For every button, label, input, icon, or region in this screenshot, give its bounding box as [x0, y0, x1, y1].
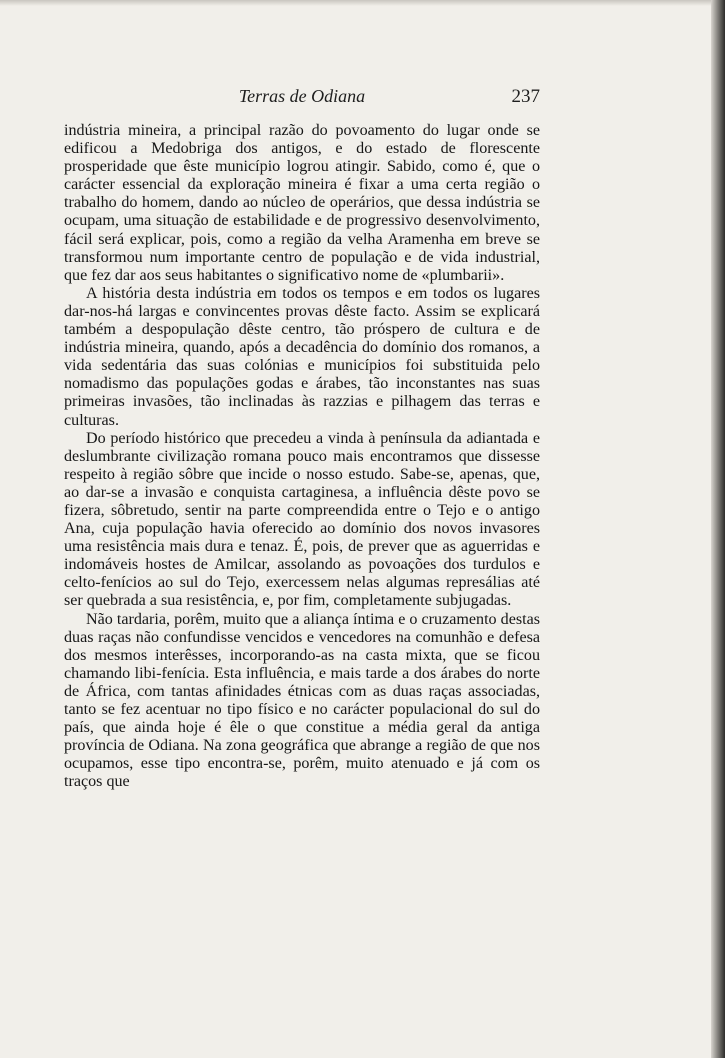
paragraph-1: indústria mineira, a principal razão do povoamento do lugar onde se edificou a Medobriga dos antigos, e do estado de florescente prosperidade que êste município logrou atingir. Sabido, como é, que o carácter essencial da exploração mineira é fixar a uma certa região o trabalho do homem, dando ao núcleo de operários, que dessa indústria se ocupam, uma situação de estabilidade e de progressivo desenvolvimento, fácil será explicar, pois, como a região da velha Aramenha em breve se transformou num importante centro de população e de vida industrial, que fez dar aos seus habitantes o significativo nome de «plumbarii».	[64, 122, 540, 284]
paragraph-3: Do período histórico que precedeu a vinda à península da adiantada e deslumbrante civilização romana pouco mais encontramos que dissesse respeito à região sôbre que incide o nosso estudo. Sabe-se, apenas, que, ao dar-se a invasão e conquista cartaginesa, a influência dêste povo se fizera, sôbretudo, sentir na parte compreendida entre o Tejo e o antigo Ana, cuja população havia oferecido ao domínio dos novos invasores uma resistência mais dura e tenaz. É, pois, de prever que as aguerridas e indomáveis hostes de Amilcar, assolando as povoações dos turdulos e celto-fenícios ao sul do Tejo, exercessem nelas algumas represálias até ser quebrada a sua resistência, e, por fim, completamente subjugadas.	[64, 429, 540, 610]
running-title: Terras de Odiana	[238, 86, 366, 106]
paragraph-2: A história desta indústria em todos os tempos e em todos os lugares dar-nos-há largas e convincentes provas dêste facto. Assim se explicará também a despopulação dêste centro, tão próspero de cultura e de indústria mineira, quando, após a decadência do domínio dos romanos, a vida sedentária das suas colónias e municípios foi substituida pelo nomadismo das populações godas e árabes, tão inconstantes nas suas primeiras invasões, tão inclinadas às razzias e pilhagem das terras e culturas.	[64, 284, 540, 429]
paragraph-4: Não tardaria, porêm, muito que a aliança íntima e o cruzamento destas duas raças não confundisse vencidos e vencedores na comunhão e defesa dos mesmos interêsses, incorporando-as na casta mixta, que se ficou chamando libi-fenícia. Esta influência, e mais tarde a dos árabes do norte de África, com tantas afinidades étnicas com as duas raças associadas, tanto se fez acentuar no tipo físico e no carácter populacional do sul do país, que ainda hoje é êle o que constitue a média geral da antiga província de Odiana. Na zona geográfica que abrange a região de que nos ocupamos, esse tipo encontra-se, porêm, muito atenuado e já com os traços que	[64, 610, 540, 791]
page-binding-edge	[711, 0, 725, 1058]
body-text	[64, 122, 540, 791]
page-number: 237	[511, 86, 540, 107]
page-top-shadow	[0, 0, 725, 6]
running-header	[64, 86, 540, 110]
